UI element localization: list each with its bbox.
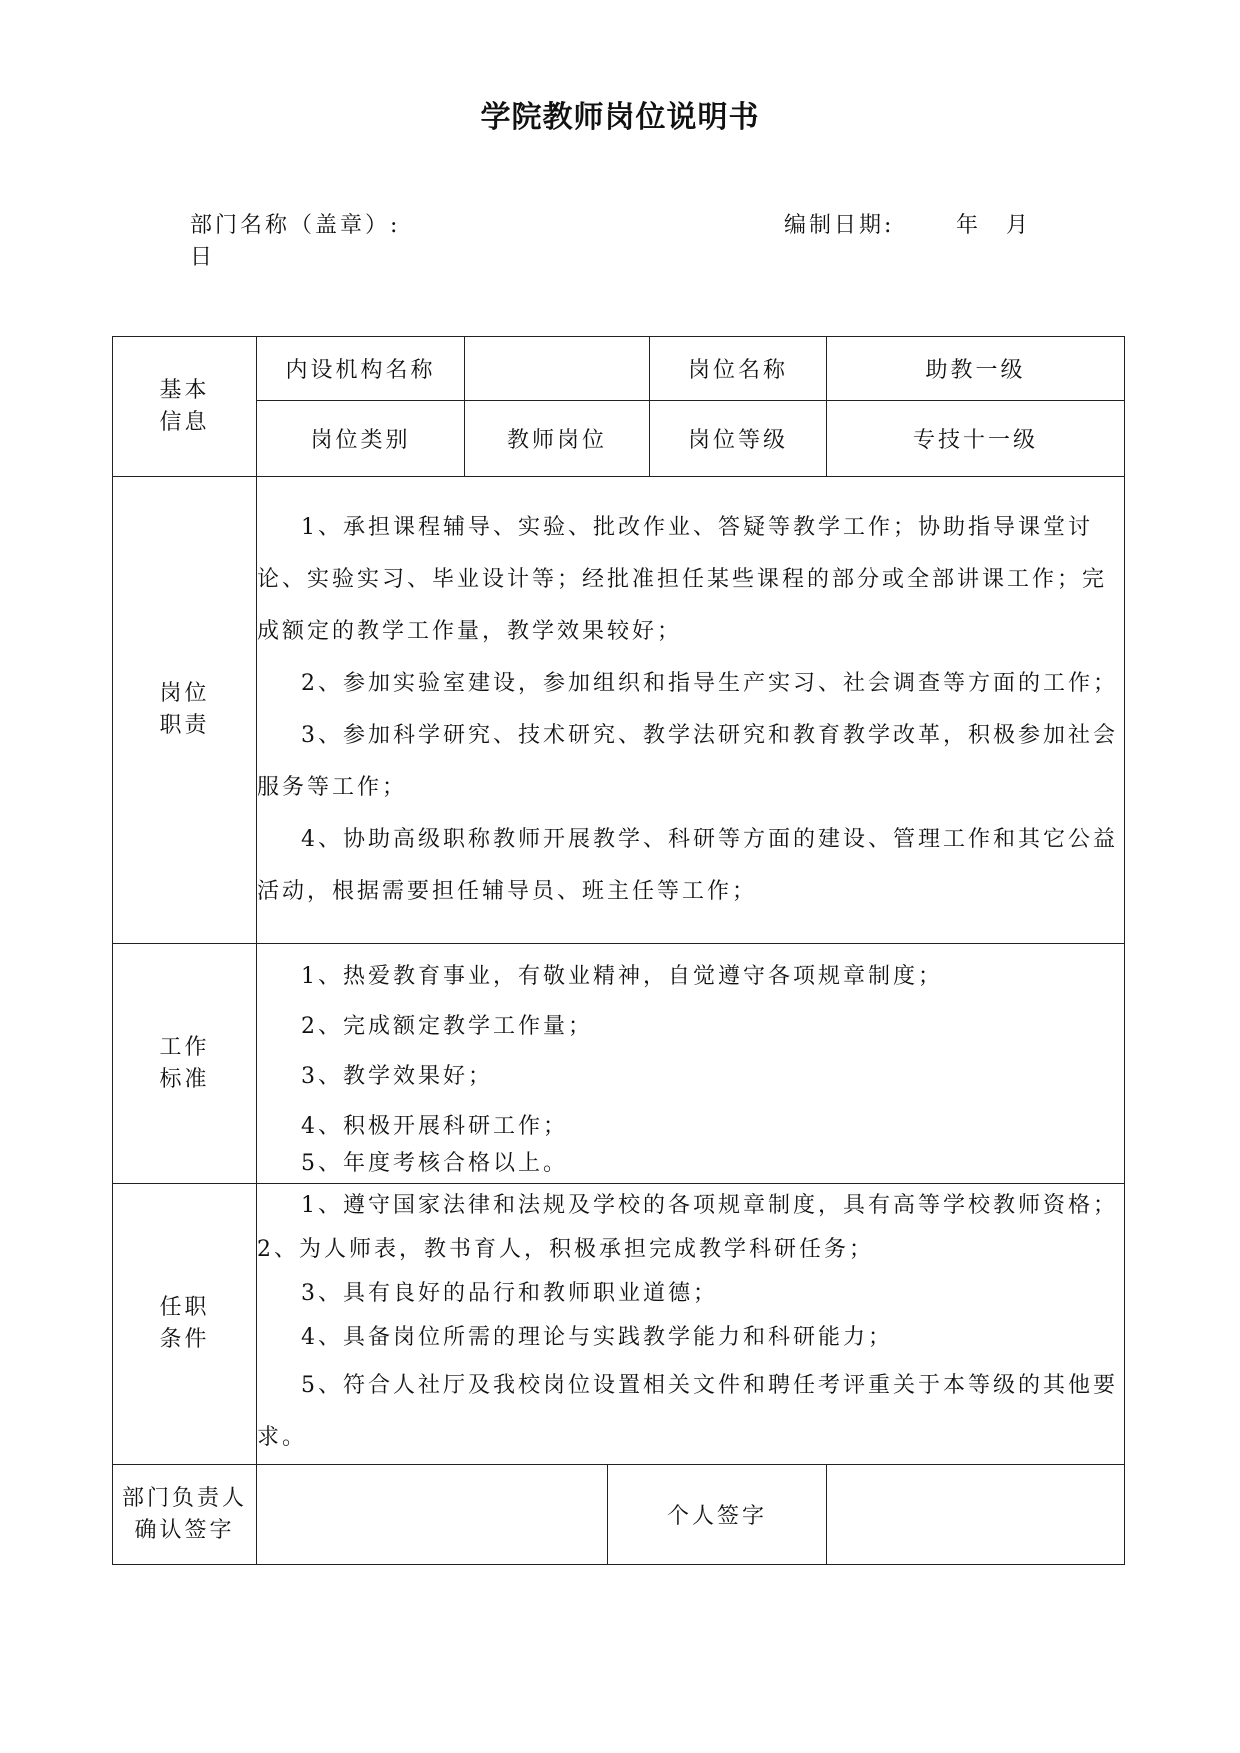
duty-item: 1、承担课程辅导、实验、批改作业、答疑等教学工作；协助指导课堂讨论、实验实习、毕业设计等；经批准担任某些课程的部分或全部讲课工作；完成额定的教学工作量，教学效果较好；	[257, 515, 1108, 644]
month-label: 月	[1006, 213, 1032, 238]
basic-info-section	[113, 337, 257, 477]
basic-row-1	[113, 337, 1125, 401]
standard-item: 5、年度考核合格以上。	[301, 1150, 568, 1176]
signature-row	[113, 1465, 1125, 1565]
post-type-value[interactable]: 教师岗位	[465, 401, 650, 477]
duty-item: 2、参加实验室建设，参加组织和指导生产实习、社会调查等方面的工作；	[301, 671, 1118, 696]
standard-item: 4、积极开展科研工作；	[301, 1113, 568, 1139]
job-description-table	[112, 336, 1125, 1565]
standard-item: 1、热爱教育事业，有敬业精神，自觉遵守各项规章制度；	[301, 963, 943, 989]
post-type-label: 岗位类别	[257, 401, 465, 477]
duties-row	[113, 477, 1125, 944]
section-label-line: 条件	[159, 1327, 210, 1352]
section-label-line: 信息	[159, 409, 210, 435]
requirements-row	[113, 1184, 1125, 1465]
standard-item: 3、教学效果好；	[301, 1063, 493, 1089]
personal-signature-field[interactable]	[827, 1465, 1125, 1565]
section-label-line: 标准	[159, 1066, 210, 1092]
duties-section	[113, 477, 257, 944]
requirement-item: 3、具有良好的品行和教师职业道德；	[301, 1281, 718, 1306]
standards-content	[257, 944, 1125, 1184]
personal-signature-label: 个人签字	[608, 1465, 827, 1565]
post-level-value[interactable]: 专技十一级	[827, 401, 1125, 477]
org-name-label: 内设机构名称	[257, 337, 465, 401]
leader-signature-label	[113, 1465, 257, 1565]
requirements-content	[257, 1184, 1125, 1465]
section-label-line: 职责	[159, 713, 210, 738]
requirement-item: 1、遵守国家法律和法规及学校的各项规章制度，具有高等学校教师资格；2、为人师表，教书育人，积极承担完成教学科研任务；	[257, 1193, 1118, 1262]
post-name-value[interactable]: 助教一级	[827, 337, 1125, 401]
section-label-line: 工作	[159, 1034, 210, 1060]
section-label-line: 任职	[159, 1295, 210, 1320]
standards-section	[113, 944, 257, 1184]
label-line: 确认签字	[134, 1517, 235, 1543]
duties-content	[257, 477, 1125, 944]
section-label-line: 基本	[159, 377, 210, 403]
dept-label: 部门名称（盖章）:	[190, 213, 401, 238]
day-label: 日	[190, 245, 216, 270]
requirement-item: 5、符合人社厅及我校岗位设置相关文件和聘任考评重关于本等级的其他要求。	[257, 1373, 1118, 1450]
requirements-section	[113, 1184, 257, 1465]
leader-signature-field[interactable]	[257, 1465, 608, 1565]
year-label: 年	[956, 213, 982, 238]
standard-item: 2、完成额定教学工作量；	[301, 1013, 593, 1039]
date-label: 编制日期:	[784, 213, 895, 238]
post-name-label: 岗位名称	[650, 337, 827, 401]
label-line: 部门负责人	[121, 1485, 247, 1511]
duty-item: 4、协助高级职称教师开展教学、科研等方面的建设、管理工作和其它公益活动，根据需要担任辅导员、班主任等工作；	[257, 827, 1118, 904]
section-label-line: 岗位	[159, 681, 210, 706]
standards-row	[113, 944, 1125, 1184]
post-level-label: 岗位等级	[650, 401, 827, 477]
duty-item: 3、参加科学研究、技术研究、教学法研究和教育教学改革，积极参加社会服务等工作；	[257, 723, 1118, 800]
org-name-value[interactable]	[465, 337, 650, 401]
page-title: 学院教师岗位说明书	[480, 100, 760, 135]
basic-row-2	[113, 401, 1125, 477]
requirement-item: 4、具备岗位所需的理论与实践教学能力和科研能力；	[301, 1325, 893, 1350]
